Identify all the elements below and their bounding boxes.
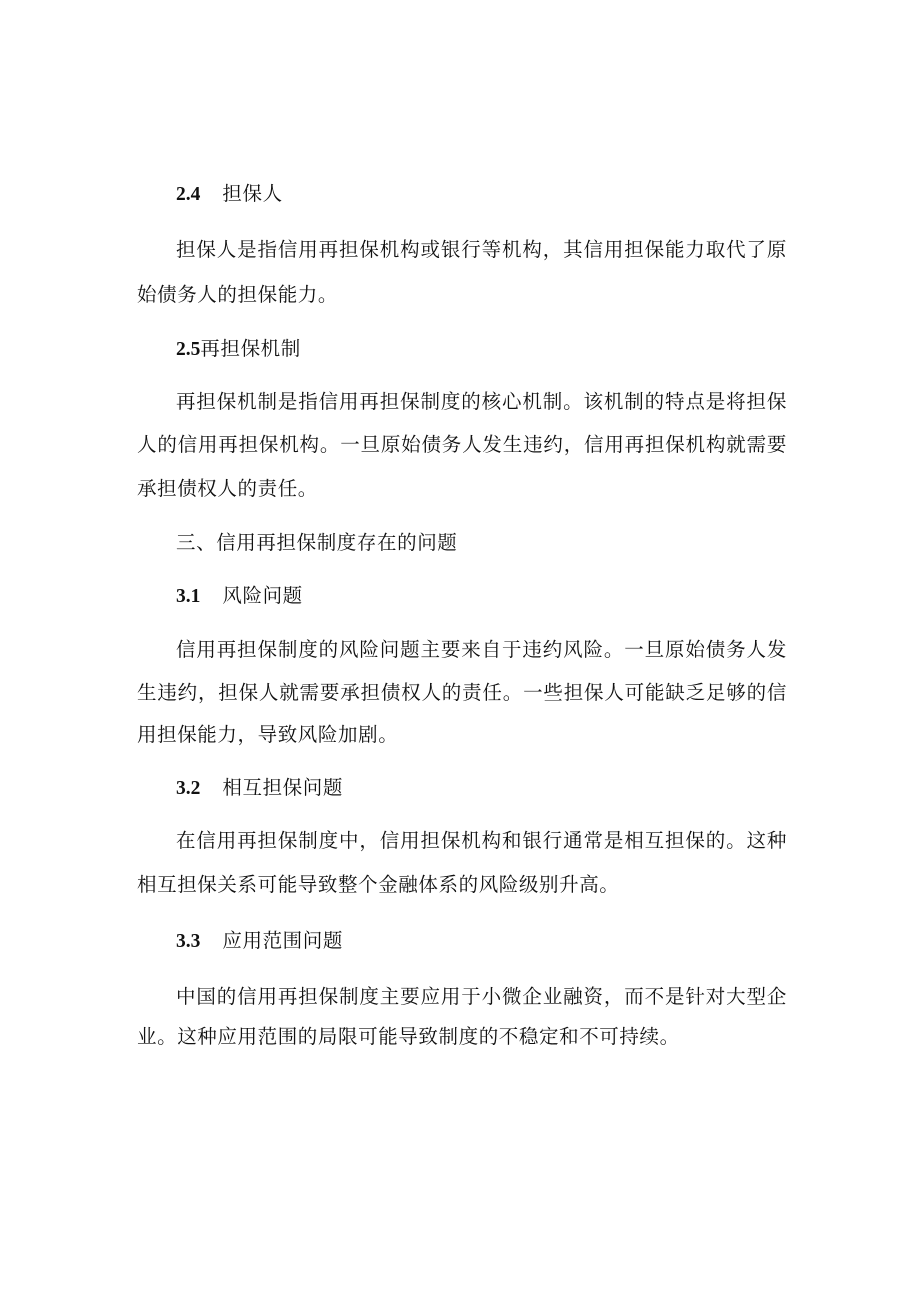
paragraph-line: 用担保能力，导致风险加剧。 [137, 723, 399, 746]
heading-2-4 [176, 181, 283, 208]
paragraph-line: 中国的信用再担保制度主要应用于小微企业融资，而不是针对大型企 [176, 985, 787, 1008]
paragraph-line: 担保人是指信用再担保机构或银行等机构，其信用担保能力取代了原 [176, 238, 787, 261]
paragraph-line: 信用再担保制度的风险问题主要来自于违约风险。一旦原始债务人发 [176, 638, 787, 661]
section-title: 再担保机制 [200, 337, 301, 360]
section-number: 2.5 [176, 339, 201, 360]
section-title: 相互担保问题 [222, 776, 343, 799]
heading-3-3 [176, 928, 343, 955]
paragraph-line: 再担保机制是指信用再担保制度的核心机制。该机制的特点是将担保 [176, 390, 787, 413]
paragraph-line: 始债务人的担保能力。 [137, 283, 339, 306]
heading-section-3: 三、信用再担保制度存在的问题 [176, 531, 458, 554]
section-number: 3.3 [176, 931, 201, 952]
paragraph-line: 业。这种应用范围的局限可能导致制度的不稳定和不可持续。 [137, 1025, 680, 1048]
section-number: 2.4 [176, 184, 201, 205]
paragraph-line: 承担债权人的责任。 [137, 477, 318, 500]
paragraph-line: 在信用再担保制度中，信用担保机构和银行通常是相互担保的。这种 [176, 829, 787, 852]
paragraph-line: 相互担保关系可能导致整个金融体系的风险级别升高。 [137, 873, 620, 896]
section-title: 应用范围问题 [222, 929, 343, 952]
section-title: 担保人 [222, 182, 283, 205]
heading-3-1 [176, 583, 303, 610]
heading-2-5 [176, 336, 301, 363]
heading-3-2 [176, 775, 343, 802]
section-number: 3.2 [176, 778, 201, 799]
paragraph-line: 人的信用再担保机构。一旦原始债务人发生违约，信用再担保机构就需要 [137, 433, 787, 456]
paragraph-line: 生违约，担保人就需要承担债权人的责任。一些担保人可能缺乏足够的信 [137, 681, 787, 704]
section-title: 风险问题 [222, 584, 303, 607]
section-number: 3.1 [176, 586, 201, 607]
